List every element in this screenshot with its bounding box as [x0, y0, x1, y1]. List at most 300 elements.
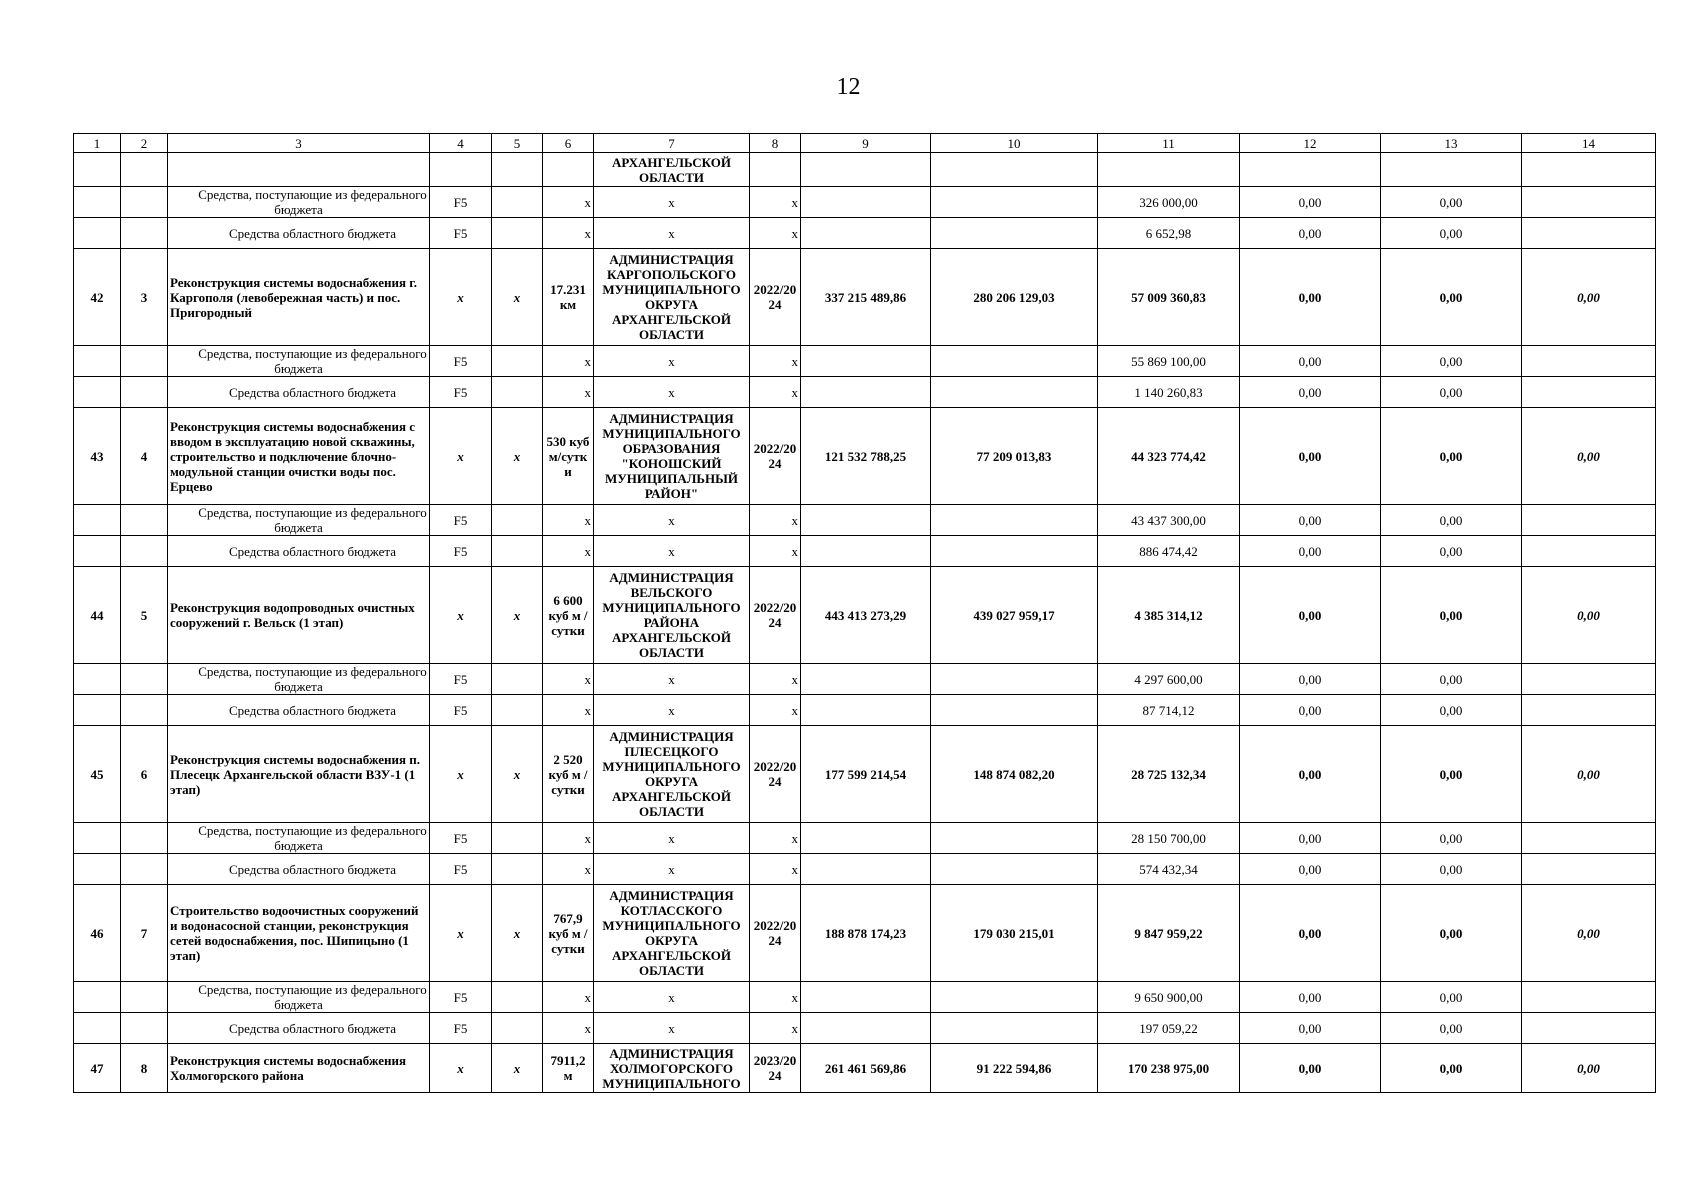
x-mark: x: [543, 1013, 594, 1044]
amount-2026: 0,00: [1381, 218, 1522, 249]
amount-2024: 170 238 975,00: [1098, 1044, 1240, 1093]
amount-spent: 91 222 594,86: [931, 1044, 1098, 1093]
source-name: [168, 982, 430, 1013]
x-mark: x: [492, 567, 543, 664]
empty-cell: [74, 695, 121, 726]
years: 2022/20 24: [750, 249, 801, 346]
budget-code: F5: [430, 187, 492, 218]
amount-2024: 197 059,22: [1098, 1013, 1240, 1044]
amount-2026: 0,00: [1381, 885, 1522, 982]
empty-cell: [931, 982, 1098, 1013]
col-header: 1: [74, 134, 121, 153]
amount-2025: 0,00: [1240, 536, 1381, 567]
table-body: [74, 134, 1656, 1093]
years: 2022/20 24: [750, 408, 801, 505]
budget-code: F5: [430, 346, 492, 377]
amount-2024: 57 009 360,83: [1098, 249, 1240, 346]
source-name-text: Средства, поступающие из федерального бюджета: [198, 664, 427, 694]
project-row: [74, 1044, 1656, 1093]
responsible-org: АДМИНИСТРАЦИЯ МУНИЦИПАЛЬНОГО ОБРАЗОВАНИЯ "КОНОШСКИЙ МУНИЦИПАЛЬНЫЙ РАЙОН": [594, 408, 750, 505]
budget-code: F5: [430, 1013, 492, 1044]
x-mark: x: [543, 218, 594, 249]
continuation-row: [74, 153, 1656, 187]
project-row: [74, 567, 1656, 664]
empty-cell: [801, 187, 931, 218]
total-cost: 261 461 569,86: [801, 1044, 931, 1093]
x-mark: x: [492, 249, 543, 346]
empty-cell: [1522, 1013, 1656, 1044]
project-row: [74, 249, 1656, 346]
empty-cell: [74, 854, 121, 885]
amount-2026: 0,00: [1381, 187, 1522, 218]
source-name-text: Средства областного бюджета: [228, 861, 396, 877]
total-cost: 337 215 489,86: [801, 249, 931, 346]
row-number: 43: [74, 408, 121, 505]
project-name: Реконструкция системы водоснабжения с вводом в эксплуатацию новой скважины, строительство и подключение блочно-модульной станции очистки воды пос. Ерцево: [168, 408, 430, 505]
amount-2025: 0,00: [1240, 1044, 1381, 1093]
amount-2024: 28 150 700,00: [1098, 823, 1240, 854]
empty-cell: [931, 1013, 1098, 1044]
x-mark: x: [543, 187, 594, 218]
source-name-text: Средства областного бюджета: [228, 1020, 396, 1036]
amount-2026: 0,00: [1381, 346, 1522, 377]
amount-2025: 0,00: [1240, 346, 1381, 377]
x-mark: x: [543, 982, 594, 1013]
col-header: 10: [931, 134, 1098, 153]
x-mark: x: [430, 726, 492, 823]
amount-2026: 0,00: [1381, 695, 1522, 726]
empty-cell: [801, 823, 931, 854]
empty-cell: [801, 664, 931, 695]
amount-2025: 0,00: [1240, 249, 1381, 346]
budget-code: F5: [430, 377, 492, 408]
empty-cell: [74, 1013, 121, 1044]
source-name-text: Средства областного бюджета: [228, 543, 396, 559]
empty-cell: [492, 1013, 543, 1044]
empty-cell: [1522, 505, 1656, 536]
amount-2024: 574 432,34: [1098, 854, 1240, 885]
funding-source-row: [74, 823, 1656, 854]
amount-other: 0,00: [1522, 408, 1656, 505]
funding-source-row: [74, 346, 1656, 377]
project-name: Строительство водоочистных сооружений и водонасосной станции, реконструкция сетей водоснабжения, пос. Шипицыно (1 этап): [168, 885, 430, 982]
empty-cell: [931, 823, 1098, 854]
funding-source-row: [74, 982, 1656, 1013]
empty-cell: [801, 982, 931, 1013]
years: 2022/20 24: [750, 885, 801, 982]
source-name: [168, 187, 430, 218]
x-mark: x: [594, 218, 750, 249]
empty-cell: [931, 346, 1098, 377]
x-mark: x: [750, 505, 801, 536]
empty-cell: [1522, 823, 1656, 854]
col-header: 6: [543, 134, 594, 153]
sub-number: 3: [121, 249, 168, 346]
x-mark: x: [492, 885, 543, 982]
amount-spent: 77 209 013,83: [931, 408, 1098, 505]
empty-cell: [121, 377, 168, 408]
x-mark: x: [543, 823, 594, 854]
amount-other: 0,00: [1522, 567, 1656, 664]
amount-2026: 0,00: [1381, 1013, 1522, 1044]
amount-2024: 28 725 132,34: [1098, 726, 1240, 823]
x-mark: x: [750, 823, 801, 854]
capacity: 530 куб м/сутк и: [543, 408, 594, 505]
x-mark: x: [430, 567, 492, 664]
source-name-text: Средства областного бюджета: [228, 225, 396, 241]
total-cost: 121 532 788,25: [801, 408, 931, 505]
empty-cell: [801, 346, 931, 377]
capacity: 7911,2 м: [543, 1044, 594, 1093]
amount-spent: 179 030 215,01: [931, 885, 1098, 982]
budget-table: [73, 133, 1656, 1093]
col-header: 7: [594, 134, 750, 153]
x-mark: x: [594, 982, 750, 1013]
col-header: 4: [430, 134, 492, 153]
empty-cell: [121, 854, 168, 885]
x-mark: x: [750, 536, 801, 567]
x-mark: x: [594, 823, 750, 854]
empty-cell: [492, 536, 543, 567]
empty-cell: [74, 823, 121, 854]
responsible-org: АДМИНИСТРАЦИЯ ВЕЛЬСКОГО МУНИЦИПАЛЬНОГО РАЙОНА АРХАНГЕЛЬСКОЙ ОБЛАСТИ: [594, 567, 750, 664]
source-name-text: Средства областного бюджета: [228, 702, 396, 718]
budget-code: F5: [430, 854, 492, 885]
x-mark: x: [543, 505, 594, 536]
source-name-text: Средства, поступающие из федерального бюджета: [198, 823, 427, 853]
empty-cell: [492, 505, 543, 536]
x-mark: x: [750, 187, 801, 218]
funding-source-row: [74, 505, 1656, 536]
row-number: 46: [74, 885, 121, 982]
amount-2024: 1 140 260,83: [1098, 377, 1240, 408]
empty-cell: [801, 536, 931, 567]
empty-cell: [121, 218, 168, 249]
empty-cell: [931, 187, 1098, 218]
funding-source-row: [74, 854, 1656, 885]
amount-2026: 0,00: [1381, 664, 1522, 695]
empty-cell: [121, 695, 168, 726]
source-name: [168, 346, 430, 377]
amount-spent: 148 874 082,20: [931, 726, 1098, 823]
total-cost: 188 878 174,23: [801, 885, 931, 982]
empty-cell: [74, 187, 121, 218]
x-mark: x: [594, 695, 750, 726]
amount-2025: 0,00: [1240, 505, 1381, 536]
amount-2025: 0,00: [1240, 408, 1381, 505]
col-header: 5: [492, 134, 543, 153]
source-name-text: Средства, поступающие из федерального бюджета: [198, 187, 427, 217]
empty-cell: [931, 854, 1098, 885]
x-mark: x: [594, 664, 750, 695]
amount-2025: 0,00: [1240, 567, 1381, 664]
amount-2025: 0,00: [1240, 695, 1381, 726]
empty-cell: [1522, 982, 1656, 1013]
x-mark: x: [750, 854, 801, 885]
amount-2025: 0,00: [1240, 187, 1381, 218]
empty-cell: [74, 536, 121, 567]
responsible-org: АДМИНИСТРАЦИЯ ХОЛМОГОРСКОГО МУНИЦИПАЛЬНОГО: [594, 1044, 750, 1093]
x-mark: x: [750, 377, 801, 408]
x-mark: x: [750, 346, 801, 377]
amount-2026: 0,00: [1381, 823, 1522, 854]
empty-cell: [1522, 695, 1656, 726]
amount-2024: 886 474,42: [1098, 536, 1240, 567]
empty-cell: [1522, 854, 1656, 885]
project-name: Реконструкция системы водоснабжения г. Каргополя (левобережная часть) и пос. Пригородный: [168, 249, 430, 346]
x-mark: x: [594, 346, 750, 377]
x-mark: x: [430, 408, 492, 505]
empty-cell: [931, 218, 1098, 249]
amount-2026: 0,00: [1381, 249, 1522, 346]
row-number: 44: [74, 567, 121, 664]
empty-cell: [74, 982, 121, 1013]
source-name: [168, 664, 430, 695]
x-mark: x: [492, 1044, 543, 1093]
years: 2022/20 24: [750, 567, 801, 664]
empty-cell: [492, 377, 543, 408]
empty-cell: [931, 536, 1098, 567]
amount-2026: 0,00: [1381, 536, 1522, 567]
amount-2025: 0,00: [1240, 885, 1381, 982]
amount-2025: 0,00: [1240, 854, 1381, 885]
project-name: Реконструкция водопроводных очистных сооружений г. Вельск (1 этап): [168, 567, 430, 664]
amount-2024: 55 869 100,00: [1098, 346, 1240, 377]
page-number: 12: [836, 74, 861, 100]
amount-2024: 326 000,00: [1098, 187, 1240, 218]
empty-cell: [121, 823, 168, 854]
row-number: 45: [74, 726, 121, 823]
amount-2025: 0,00: [1240, 377, 1381, 408]
x-mark: x: [750, 218, 801, 249]
source-name: [168, 536, 430, 567]
empty-cell: [1522, 664, 1656, 695]
budget-code: F5: [430, 823, 492, 854]
amount-spent: 280 206 129,03: [931, 249, 1098, 346]
x-mark: x: [492, 726, 543, 823]
col-header: 9: [801, 134, 931, 153]
empty-cell: [931, 377, 1098, 408]
x-mark: x: [594, 187, 750, 218]
empty-cell: [74, 218, 121, 249]
x-mark: x: [750, 1013, 801, 1044]
total-cost: 177 599 214,54: [801, 726, 931, 823]
budget-code: F5: [430, 505, 492, 536]
empty-cell: [121, 346, 168, 377]
empty-cell: [1522, 377, 1656, 408]
empty-cell: [492, 346, 543, 377]
sub-number: 8: [121, 1044, 168, 1093]
amount-2025: 0,00: [1240, 982, 1381, 1013]
amount-other: 0,00: [1522, 1044, 1656, 1093]
row-number: 47: [74, 1044, 121, 1093]
empty-cell: [1522, 536, 1656, 567]
empty-cell: [801, 854, 931, 885]
col-header: 14: [1522, 134, 1656, 153]
col-header: 8: [750, 134, 801, 153]
responsible-org: АДМИНИСТРАЦИЯ ПЛЕСЕЦКОГО МУНИЦИПАЛЬНОГО ОКРУГА АРХАНГЕЛЬСКОЙ ОБЛАСТИ: [594, 726, 750, 823]
amount-other: 0,00: [1522, 885, 1656, 982]
empty-cell: [492, 218, 543, 249]
amount-2025: 0,00: [1240, 1013, 1381, 1044]
source-name-text: Средства областного бюджета: [228, 384, 396, 400]
empty-cell: [1522, 218, 1656, 249]
x-mark: x: [543, 695, 594, 726]
header-row: [74, 134, 1656, 153]
empty-cell: [121, 1013, 168, 1044]
source-name: [168, 823, 430, 854]
project-name: Реконструкция системы водоснабжения п. Плесецк Архангельской области ВЗУ-1 (1 этап): [168, 726, 430, 823]
project-name: Реконструкция системы водоснабжения Холмогорского района: [168, 1044, 430, 1093]
empty-cell: [492, 187, 543, 218]
empty-cell: [492, 982, 543, 1013]
amount-spent: 439 027 959,17: [931, 567, 1098, 664]
amount-2026: 0,00: [1381, 505, 1522, 536]
source-name-text: Средства, поступающие из федерального бюджета: [198, 505, 427, 535]
amount-2024: 9 650 900,00: [1098, 982, 1240, 1013]
x-mark: x: [543, 377, 594, 408]
source-name: [168, 377, 430, 408]
sub-number: 4: [121, 408, 168, 505]
empty-cell: [121, 982, 168, 1013]
x-mark: x: [543, 854, 594, 885]
project-row: [74, 408, 1656, 505]
empty-cell: [74, 505, 121, 536]
responsible-org: АДМИНИСТРАЦИЯ КОТЛАССКОГО МУНИЦИПАЛЬНОГО ОКРУГА АРХАНГЕЛЬСКОЙ ОБЛАСТИ: [594, 885, 750, 982]
empty-cell: [801, 377, 931, 408]
source-name: [168, 695, 430, 726]
empty-cell: [492, 823, 543, 854]
amount-2024: 44 323 774,42: [1098, 408, 1240, 505]
amount-2024: 9 847 959,22: [1098, 885, 1240, 982]
x-mark: x: [543, 664, 594, 695]
x-mark: x: [430, 249, 492, 346]
empty-cell: [801, 1013, 931, 1044]
x-mark: x: [492, 408, 543, 505]
source-name: [168, 1013, 430, 1044]
project-row: [74, 726, 1656, 823]
x-mark: x: [543, 536, 594, 567]
col-header: 13: [1381, 134, 1522, 153]
empty-cell: [492, 854, 543, 885]
amount-2026: 0,00: [1381, 726, 1522, 823]
col-header: 2: [121, 134, 168, 153]
empty-cell: [492, 695, 543, 726]
budget-code: F5: [430, 695, 492, 726]
x-mark: x: [594, 505, 750, 536]
empty-cell: [492, 664, 543, 695]
empty-cell: [74, 377, 121, 408]
empty-cell: [1522, 346, 1656, 377]
col-header: 11: [1098, 134, 1240, 153]
x-mark: x: [750, 982, 801, 1013]
capacity: 2 520 куб м / сутки: [543, 726, 594, 823]
amount-2024: 4 385 314,12: [1098, 567, 1240, 664]
amount-other: 0,00: [1522, 726, 1656, 823]
row-number: 42: [74, 249, 121, 346]
empty-cell: [121, 536, 168, 567]
project-row: [74, 885, 1656, 982]
amount-2026: 0,00: [1381, 1044, 1522, 1093]
amount-2026: 0,00: [1381, 408, 1522, 505]
amount-2025: 0,00: [1240, 823, 1381, 854]
funding-source-row: [74, 664, 1656, 695]
sub-number: 5: [121, 567, 168, 664]
amount-2024: 87 714,12: [1098, 695, 1240, 726]
x-mark: x: [750, 695, 801, 726]
budget-code: F5: [430, 664, 492, 695]
empty-cell: [121, 505, 168, 536]
x-mark: x: [430, 1044, 492, 1093]
funding-source-row: [74, 1013, 1656, 1044]
sub-number: 7: [121, 885, 168, 982]
empty-cell: [931, 695, 1098, 726]
empty-cell: [121, 187, 168, 218]
years: 2023/20 24: [750, 1044, 801, 1093]
empty-cell: [74, 346, 121, 377]
amount-2026: 0,00: [1381, 854, 1522, 885]
funding-source-row: [74, 536, 1656, 567]
col-header: 12: [1240, 134, 1381, 153]
source-name: [168, 505, 430, 536]
capacity: 767,9 куб м / сутки: [543, 885, 594, 982]
x-mark: x: [594, 1013, 750, 1044]
amount-2026: 0,00: [1381, 377, 1522, 408]
total-cost: 443 413 273,29: [801, 567, 931, 664]
amount-2025: 0,00: [1240, 218, 1381, 249]
funding-source-row: [74, 377, 1656, 408]
years: 2022/20 24: [750, 726, 801, 823]
amount-2025: 0,00: [1240, 726, 1381, 823]
source-name: [168, 854, 430, 885]
x-mark: x: [594, 854, 750, 885]
x-mark: x: [594, 377, 750, 408]
amount-2024: 4 297 600,00: [1098, 664, 1240, 695]
empty-cell: [121, 664, 168, 695]
empty-cell: [931, 664, 1098, 695]
empty-cell: [801, 505, 931, 536]
funding-source-row: [74, 695, 1656, 726]
amount-2026: 0,00: [1381, 567, 1522, 664]
empty-cell: [801, 695, 931, 726]
empty-cell: [74, 664, 121, 695]
amount-2024: 43 437 300,00: [1098, 505, 1240, 536]
amount-other: 0,00: [1522, 249, 1656, 346]
amount-2024: 6 652,98: [1098, 218, 1240, 249]
source-name-text: Средства, поступающие из федерального бюджета: [198, 346, 427, 376]
sub-number: 6: [121, 726, 168, 823]
responsible-org: АДМИНИСТРАЦИЯ КАРГОПОЛЬСКОГО МУНИЦИПАЛЬНОГО ОКРУГА АРХАНГЕЛЬСКОЙ ОБЛАСТИ: [594, 249, 750, 346]
source-name: [168, 218, 430, 249]
x-mark: x: [594, 536, 750, 567]
funding-source-row: [74, 187, 1656, 218]
empty-cell: [931, 505, 1098, 536]
budget-code: F5: [430, 536, 492, 567]
x-mark: x: [543, 346, 594, 377]
col-header: 3: [168, 134, 430, 153]
amount-2026: 0,00: [1381, 982, 1522, 1013]
org-cell: АРХАНГЕЛЬСКОЙ ОБЛАСТИ: [594, 153, 750, 187]
capacity: 6 600 куб м / сутки: [543, 567, 594, 664]
empty-cell: [801, 218, 931, 249]
x-mark: x: [750, 664, 801, 695]
empty-cell: [1522, 187, 1656, 218]
capacity: 17.231 км: [543, 249, 594, 346]
source-name-text: Средства, поступающие из федерального бюджета: [198, 982, 427, 1012]
x-mark: x: [430, 885, 492, 982]
amount-2025: 0,00: [1240, 664, 1381, 695]
budget-code: F5: [430, 218, 492, 249]
